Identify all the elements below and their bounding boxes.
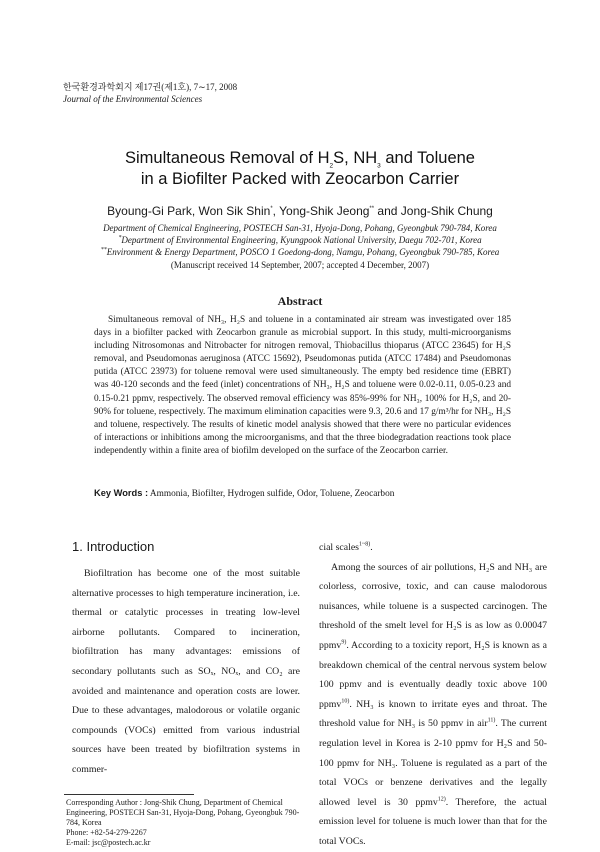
title-part: S, NH — [333, 149, 378, 167]
title-part: Simultaneous Removal of H — [125, 149, 330, 167]
paragraph-text: . The current regulation level in Korea is 2-10 ppmv for H₂S and 50-100 ppmv for NH₃. Toluene is regulated as a part of the total VOCs or benzene derivatives and the legally allowed level is 30 ppmv — [319, 718, 547, 808]
subscript: 3 — [377, 162, 381, 170]
intro-continuation: cial scales$^{1\sim 8)}$. — [319, 541, 373, 553]
title-line-2: in a Biofilter Packed with Zeocarbon Carrier — [140, 170, 460, 188]
intro-paragraph-1: Biofiltration has become one of the most suitable alternative processes to high temperature incineration, i.e. thermal or catalytic processes in treating low-level airborne pollutants. Compared to incineration, biofiltration has many advantages: emissions of secondary pollutants such as SOₓ, NOₓ, and CO₂ are avoided and maintenance and operation costs are lower. Due to these advantages, malodorous or volatile organic compounds (VOCs) emitted from various industrial sources have been treated by biofiltration systems in commer- — [72, 568, 300, 775]
footnote-author: Corresponding Author : Jong-Shik Chung, Department of Chemical Engineering, POSTECH San-31, Hyoja-Dong, Pohang, Gyeongbuk 790-784, Korea — [66, 798, 300, 827]
subscript: 2 — [329, 162, 334, 170]
citation-ref: 1~8) — [358, 541, 371, 548]
section-heading-introduction: 1. Introduction — [72, 539, 155, 554]
abstract-body — [94, 314, 511, 458]
affiliation-1: Department of Chemical Engineering, POSTECH San-31, Hyoja-Dong, Pohang, Gyeongbuk 790-784, Korea — [103, 223, 497, 233]
citation-ref: 10) — [341, 698, 350, 705]
affiliation-mark: ** — [100, 247, 107, 254]
abstract-text: Simultaneous removal of NH₃, H₂S and toluene in a contaminated air stream was investigated over 185 days in a biofilter packed with Zeocarbon granule as microbial support. In this study, multi-microorganisms including Nitrosomonas and Nitrobacter for nitrogen removal, Thiobacillus thioparus (ATCC 23645) for H₂S removal, and Pseudomonas aeruginosa (ATCC 15692), Pseudomonas putida (ATCC 17484) and Pseudomonas putida (ATCC 23973) for toluene removal were used simultaneously. The empty bed residence time (EBRT) was 40-120 seconds and the feed (inlet) concentrations of NH₃, H₂S and toluene were 0.02-0.11, 0.05-0.23 and 0.15-0.21 ppmv, respectively. The observed removal efficiency was 85%-99% for NH₃, 100% for H₂S, and 20-90% for toluene, respectively. The maximum elimination capacities were 9.3, 20.6 and 17 g/m³/hr for NH₃, H₂S and toluene, respectively. The results of kinetic model analysis showed that there were no particular evidences of interactions or inhibitions among the microorganisms, and that the three biodegradation reactions took place independently within a finite area of biofilm developed on the surface of the Zeocarbon carrier. — [94, 315, 511, 456]
author-name: Byoung-Gi Park, Won Sik Shin — [107, 204, 271, 218]
citation-ref: 12) — [437, 796, 446, 803]
author-name: and Jong-Shik Chung — [374, 204, 493, 218]
left-column — [72, 538, 300, 780]
paragraph-text: . NH₃ is known to irritate eyes and throat. The threshold value for NH₃ is 50 ppmv in air — [319, 698, 547, 730]
manuscript-dates: (Manuscript received 14 September, 2007; accepted 4 December, 2007) — [170, 259, 430, 270]
citation-ref: 11) — [487, 718, 496, 725]
intro-paragraph-2 — [319, 558, 547, 852]
journal-name: Journal of the Environmental Sciences — [63, 94, 203, 104]
affiliation-3 — [40, 246, 560, 258]
title-part: and Toluene — [380, 149, 475, 167]
affiliation-mark: * — [270, 206, 273, 212]
footnote-email: E-mail: jsc@postech.ac.kr — [66, 838, 151, 847]
corresponding-author-footnote — [66, 798, 306, 848]
affiliation-2 — [40, 234, 560, 246]
title-line-1 — [0, 148, 600, 169]
right-column — [319, 538, 547, 852]
keywords-label: Key Words : — [94, 488, 149, 498]
citation-ref: 9) — [341, 639, 347, 646]
affiliation-mark: ** — [369, 206, 375, 212]
keywords — [94, 488, 534, 499]
footnote-divider — [64, 794, 194, 795]
paragraph-text: Among the sources of air pollutions, H₂S and NH₃ are colorless, corrosive, toxic, and can cause malodorous nuisances, while toluene is a suspected carcinogen. The threshold of the smelt level for H₂S is as low as 0.00047 ppmv — [319, 561, 547, 651]
continuation-text: cial scales — [319, 542, 359, 553]
affiliation-text: Environment & Energy Department, POSCO 1 Goedong-dong, Namgu, Pohang, Gyeongbuk 790-785, Korea — [106, 247, 500, 258]
affiliations — [40, 222, 560, 271]
author-list — [0, 204, 600, 218]
paper-title — [0, 148, 600, 190]
keywords-text: Ammonia, Biofilter, Hydrogen sulfide, Odor, Toluene, Zeocarbon — [148, 489, 395, 499]
affiliation-mark: * — [118, 235, 122, 242]
abstract-heading: Abstract — [277, 294, 323, 308]
journal-header — [63, 81, 237, 105]
paragraph-text: . According to a toxicity report, H₂S is known as a breakdown chemical of the central nervous system below 100 ppmv and is eventually deadly toxic above 100 ppmv — [319, 639, 547, 710]
korean-citation: 한국환경과학회지 제17권(제1호), 7∼17, 2008 — [63, 82, 238, 92]
footnote-phone: Phone: +82-54-279-2267 — [66, 828, 147, 837]
paragraph-text: . Therefore, the actual emission level for toluene is much lower than that for the total VOCs. — [319, 796, 547, 847]
affiliation-text: Department of Environmental Engineering, Kyungpook National University, Daegu 702-701, Korea — [121, 235, 482, 246]
author-name: , Yong-Shik Jeong — [272, 204, 370, 218]
